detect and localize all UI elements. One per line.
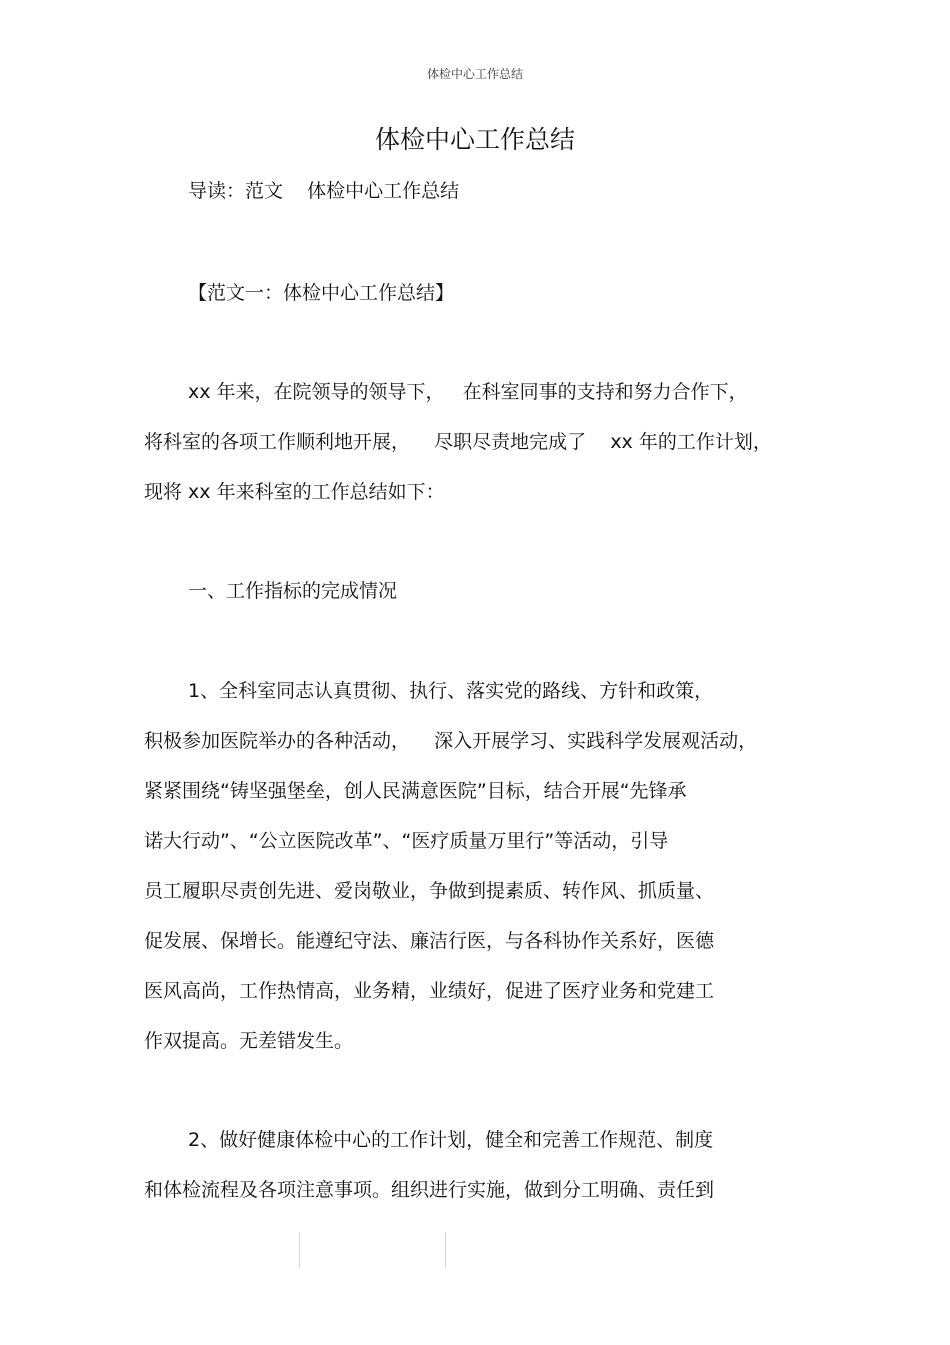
paragraph-line: 1、全科室同志认真贯彻、执行、落实党的路线、方针和政策， bbox=[188, 680, 714, 702]
section-heading: 【范文一：体检中心工作总结】 bbox=[188, 282, 455, 304]
paragraph-line: 现将 xx 年来科室的工作总结如下： bbox=[144, 481, 445, 503]
page-divider-left bbox=[299, 1232, 300, 1268]
paragraph-line: 将科室的各项工作顺利地开展， 尽职尽责地完成了 xx 年的工作计划， bbox=[144, 431, 772, 453]
paragraph-line: 诺大行动”、“公立医院改革”、“医疗质量万里行”等活动，引导 bbox=[144, 830, 669, 852]
paragraph-line: 积极参加医院举办的各种活动， 深入开展学习、实践科学发展观活动， bbox=[144, 730, 758, 752]
paragraph-line: 紧紧围绕“铸坚强堡垒，创人民满意医院”目标，结合开展“先锋承 bbox=[144, 780, 687, 802]
paragraph-line: 医风高尚，工作热情高，业务精，业绩好，促进了医疗业务和党建工 bbox=[144, 980, 715, 1002]
part-heading: 一、工作指标的完成情况 bbox=[188, 580, 398, 602]
paragraph-line: 和体检流程及各项注意事项。组织进行实施，做到分工明确、责任到 bbox=[144, 1179, 715, 1201]
paragraph-line: 员工履职尽责创先进、爱岗敬业，争做到提素质、转作风、抓质量、 bbox=[144, 880, 715, 902]
page-header: 体检中心工作总结 bbox=[426, 67, 523, 81]
document-title: 体检中心工作总结 bbox=[374, 125, 575, 154]
paragraph-line: 2、做好健康体检中心的工作计划，健全和完善工作规范、制度 bbox=[188, 1129, 714, 1151]
paragraph-line: 作双提高。无差错发生。 bbox=[144, 1030, 354, 1052]
paragraph-line: xx 年来，在院领导的领导下， 在科室同事的支持和努力合作下， bbox=[188, 381, 748, 403]
page-divider-right bbox=[445, 1232, 446, 1268]
intro-line: 导读：范文 体检中心工作总结 bbox=[188, 180, 460, 202]
paragraph-line: 促发展、保增长。能遵纪守法、廉洁行医，与各科协作关系好，医德 bbox=[144, 930, 715, 952]
